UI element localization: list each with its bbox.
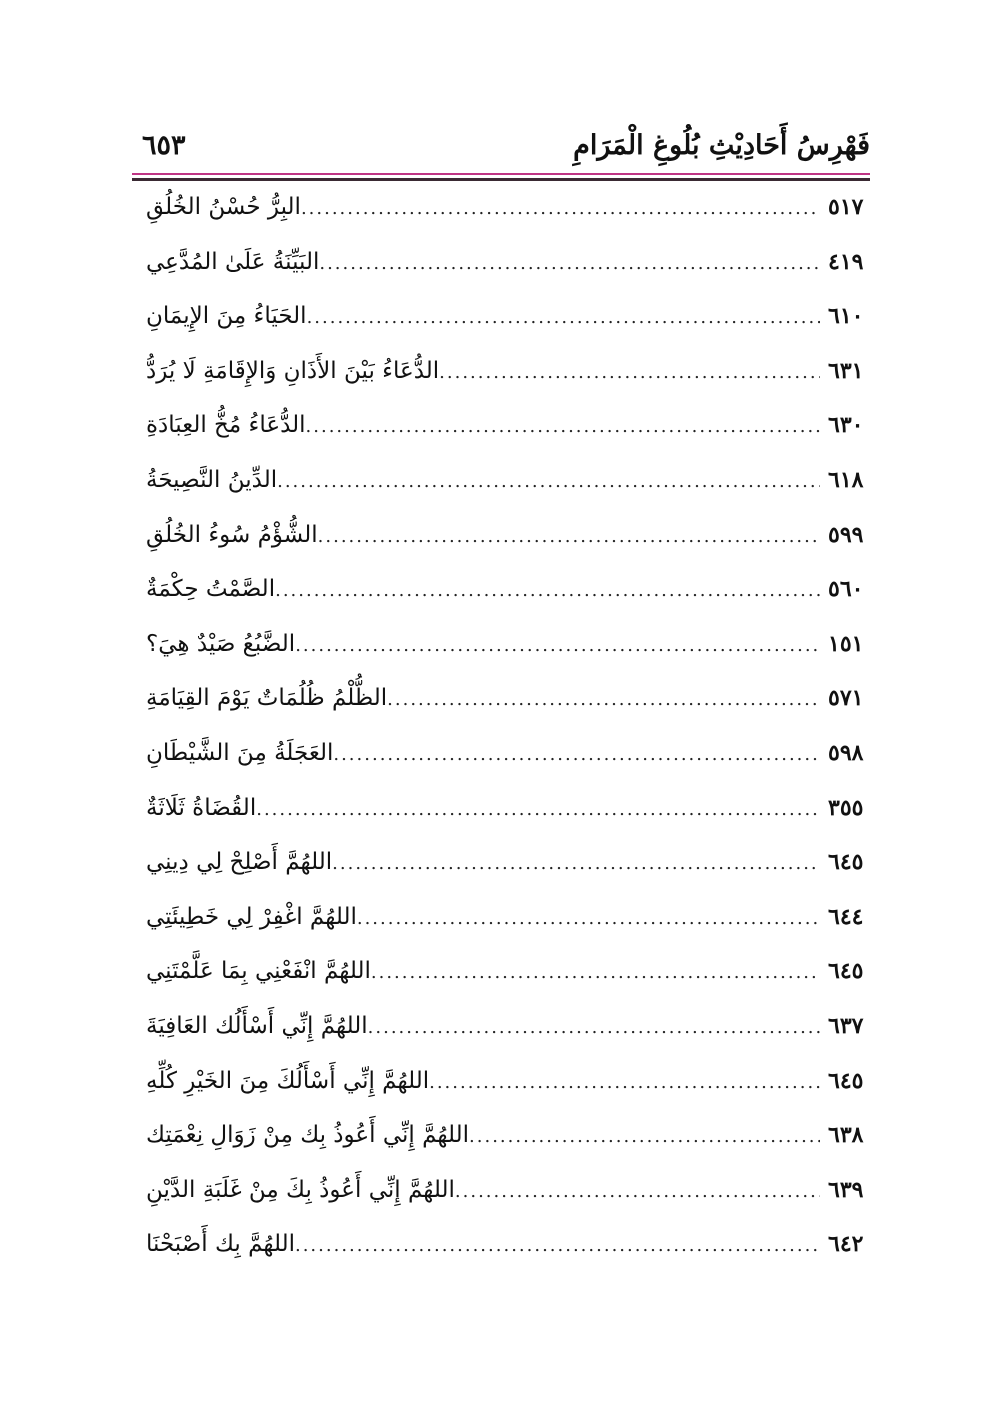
entry-page: ٥٩٩ [828, 521, 864, 548]
entry-text: اللهُمَّ بِك أَصْبَحْنَا [146, 1231, 295, 1258]
entry-page: ٦٤٥ [828, 1067, 864, 1094]
dot-leader [301, 198, 820, 219]
entry-text: الدُّعَاءُ مُخُّ العِبَادَةِ [146, 412, 306, 439]
dot-leader [307, 307, 820, 328]
dot-leader [455, 1181, 820, 1202]
index-entry [132, 1068, 870, 1123]
entry-page: ٦٣٧ [828, 1012, 864, 1039]
index-entry [132, 958, 870, 1013]
entry-text: القُضَاةُ ثَلَاثَةٌ [146, 794, 257, 821]
entry-page: ٦٣٨ [828, 1122, 864, 1149]
entry-text: البَيِّنَةُ عَلَىٰ المُدَّعِي [146, 248, 320, 275]
entry-page: ٦٣١ [828, 357, 864, 384]
index-entry [132, 249, 870, 304]
index-entry [132, 631, 870, 686]
dot-leader [439, 362, 820, 383]
dot-leader [256, 799, 820, 820]
index-entry [132, 795, 870, 850]
entry-text: اللهُمَّ أَصْلِحْ لِي دِينِي [146, 849, 333, 876]
index-entry [132, 740, 870, 795]
entry-page: ٥٦٠ [828, 576, 864, 603]
entry-page: ١٥١ [828, 630, 864, 657]
dot-leader [368, 1017, 820, 1038]
index-entry [132, 358, 870, 413]
entry-page: ٦٤٤ [828, 903, 864, 930]
page-header [132, 118, 870, 172]
entry-text: الدُّعَاءُ بَيْنَ الأَذَانِ وَالإِقَامَةِ لَا يُرَدُّ [146, 357, 440, 384]
dot-leader [469, 1126, 820, 1147]
dot-leader [306, 416, 820, 437]
dot-leader [357, 908, 820, 929]
header-rule-thick [132, 178, 870, 181]
entry-page: ٦٤٥ [828, 849, 864, 876]
dot-leader [429, 1072, 820, 1093]
entry-page: ٦١٨ [828, 466, 864, 493]
entry-page: ٥٩٨ [828, 739, 864, 766]
entry-text: اللهُمَّ إِنِّي أَسْأَلُك العَافِيَةَ [146, 1012, 368, 1039]
entry-text: الشُّؤْمُ سُوءُ الخُلُقِ [146, 521, 318, 548]
entry-text: البِرُّ حُسْنُ الخُلُقِ [146, 194, 301, 220]
dot-leader [319, 253, 820, 274]
entry-text: الضَّبُعُ صَيْدٌ هِيَ؟ [146, 630, 296, 657]
entry-text: اللهُمَّ إِنِّي أَسْأَلُكَ مِنَ الخَيْرِ كُلِّهِ [146, 1067, 430, 1094]
index-entry [132, 467, 870, 522]
index-page [132, 118, 870, 1258]
entry-page: ٣٥٥ [828, 794, 864, 821]
dot-leader [277, 471, 820, 492]
entry-page: ٦٤٢ [828, 1231, 864, 1258]
entry-page: ٦٤٥ [828, 958, 864, 985]
page-title: فَهْرِسُ أَحَادِيْثِ بُلُوغِ الْمَرَامِ [573, 130, 870, 161]
dot-leader [371, 962, 820, 983]
entry-text: اللهُمَّ إِنِّي أَعُوذُ بِكَ مِنْ غَلَبَةِ الدَّيْنِ [146, 1176, 455, 1203]
index-entry [132, 1122, 870, 1177]
entry-text: الحَيَاءُ مِنَ الإِيمَانِ [146, 303, 307, 330]
index-entries [132, 194, 870, 1286]
dot-leader [295, 1235, 820, 1256]
index-entry [132, 576, 870, 631]
dot-leader [295, 635, 820, 656]
dot-leader [387, 689, 820, 710]
entry-page: ٦١٠ [828, 303, 864, 330]
index-entry [132, 849, 870, 904]
entry-page: ٤١٩ [828, 248, 864, 275]
entry-text: الدِّينُ النَّصِيحَةُ [146, 466, 278, 493]
dot-leader [333, 744, 820, 765]
dot-leader [275, 580, 820, 601]
index-entry [132, 1013, 870, 1068]
entry-text: اللهُمَّ انْفَعْنِي بِمَا عَلَّمْتَنِي [146, 958, 371, 985]
dot-leader [318, 526, 820, 547]
index-entry [132, 904, 870, 959]
entry-page: ٦٣٩ [828, 1176, 864, 1203]
entry-text: اللهُمَّ إِنِّي أَعُوذُ بِك مِنْ زَوَالِ نِعْمَتِك [146, 1122, 470, 1149]
index-entry [132, 303, 870, 358]
index-entry [132, 1177, 870, 1232]
entry-text: اللهُمَّ اغْفِرْ لِي خَطِيئَتِي [146, 903, 357, 930]
entry-page: ٥٧١ [828, 685, 864, 712]
header-rule-thin [132, 173, 870, 175]
dot-leader [332, 853, 820, 874]
index-entry [132, 412, 870, 467]
entry-page: ٦٣٠ [828, 412, 864, 439]
index-entry [132, 685, 870, 740]
page-number: ٦٥٣ [142, 130, 186, 161]
index-entry [132, 522, 870, 577]
entry-text: العَجَلَةُ مِنَ الشَّيْطَانِ [146, 739, 334, 766]
entry-text: الصَّمْتُ حِكْمَةٌ [146, 576, 276, 603]
entry-page: ٥١٧ [828, 194, 864, 220]
index-entry [132, 194, 870, 249]
index-entry [132, 1231, 870, 1286]
entry-text: الظُّلْمُ ظُلُمَاتٌ يَوْمَ القِيَامَةِ [146, 685, 388, 712]
